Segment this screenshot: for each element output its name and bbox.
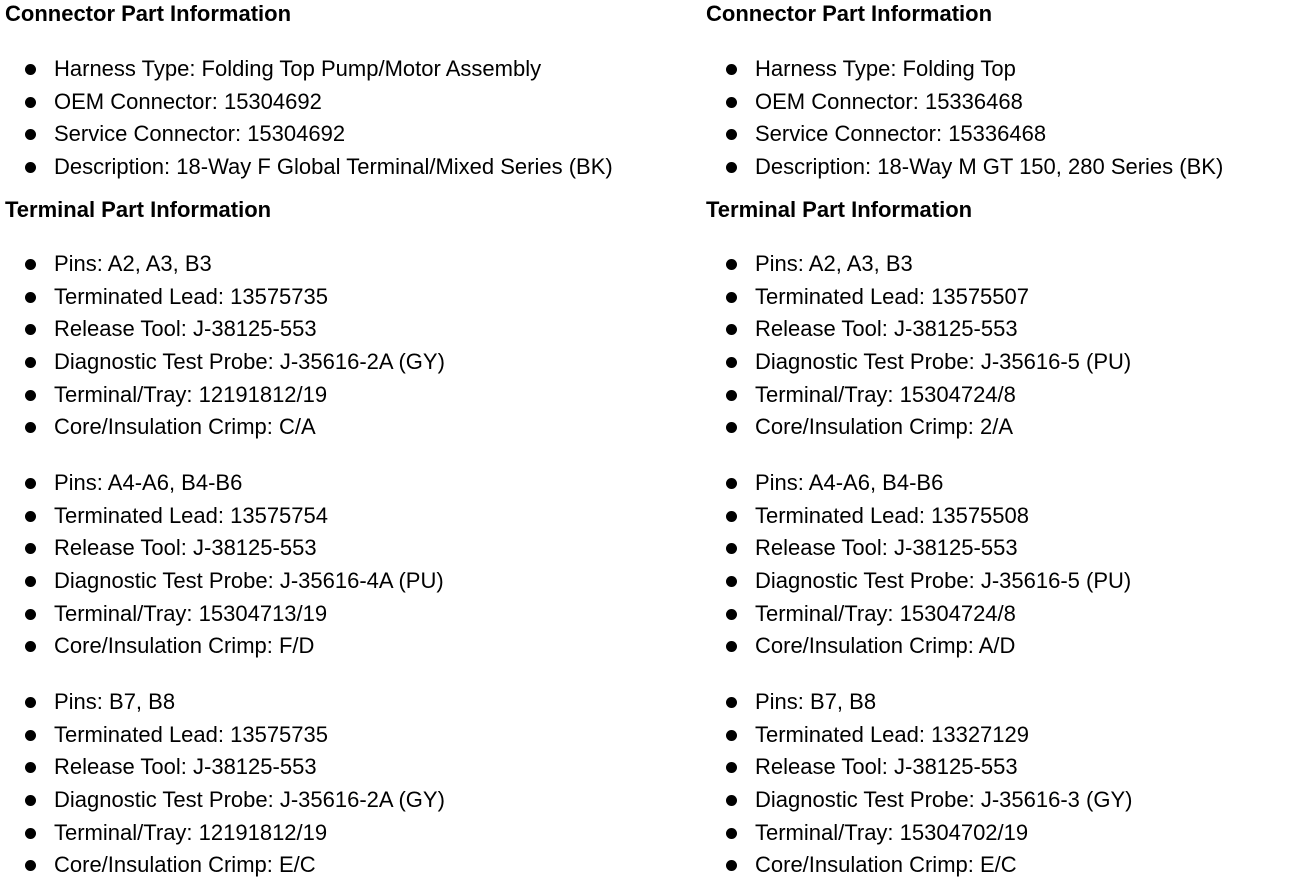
release-tool: Release Tool: J-38125-553	[755, 754, 1018, 780]
list-item	[5, 248, 445, 281]
list-item	[706, 411, 1131, 444]
terminal-tray: Terminal/Tray: 15304724/8	[755, 381, 1016, 407]
terminal-group-2	[5, 467, 444, 663]
list-item	[5, 151, 613, 184]
terminated-lead: Terminated Lead: 13575735	[54, 721, 328, 747]
bullet-icon	[726, 697, 737, 708]
terminated-lead: Terminated Lead: 13575508	[755, 502, 1029, 528]
terminal-group-1	[5, 248, 445, 444]
list-item	[706, 751, 1132, 784]
terminal-tray: Terminal/Tray: 12191812/19	[54, 381, 328, 407]
bullet-icon	[25, 259, 36, 270]
release-tool: Release Tool: J-38125-553	[54, 316, 317, 342]
bullet-icon	[726, 511, 737, 522]
list-item	[706, 532, 1131, 565]
bullet-icon	[726, 64, 737, 75]
list-item	[706, 598, 1131, 631]
list-item	[5, 532, 444, 565]
bullet-icon	[726, 576, 737, 587]
terminal-group-2	[706, 467, 1131, 663]
list-item	[706, 118, 1223, 151]
pins: Pins: B7, B8	[755, 689, 877, 714]
bullet-icon	[25, 697, 36, 708]
crimp: Core/Insulation Crimp: 2/A	[755, 414, 1013, 440]
terminal-group-3	[706, 686, 1132, 882]
list-item	[706, 849, 1132, 882]
description: Description: 18-Way F Global Terminal/Mixed Series (BK)	[54, 154, 613, 180]
bullet-icon	[726, 324, 737, 335]
terminal-tray: Terminal/Tray: 15304713/19	[54, 600, 328, 626]
list-item	[706, 313, 1131, 346]
bullet-icon	[25, 730, 36, 741]
bullet-icon	[25, 64, 36, 75]
list-item	[706, 151, 1223, 184]
bullet-icon	[25, 357, 36, 368]
test-probe: Diagnostic Test Probe: J-35616-5 (PU)	[755, 568, 1132, 594]
list-item	[5, 411, 445, 444]
list-item	[706, 53, 1223, 86]
bullet-icon	[25, 828, 36, 839]
list-item	[706, 686, 1132, 719]
release-tool: Release Tool: J-38125-553	[54, 535, 317, 561]
crimp: Core/Insulation Crimp: C/A	[54, 414, 316, 440]
crimp: Core/Insulation Crimp: A/D	[755, 633, 1016, 659]
bullet-icon	[25, 324, 36, 335]
list-item	[5, 719, 445, 752]
bullet-icon	[726, 478, 737, 489]
terminal-heading: Terminal Part Information	[5, 197, 272, 222]
list-item	[706, 784, 1132, 817]
service-connector: Service Connector: 15304692	[54, 121, 346, 147]
list-item	[5, 565, 444, 598]
terminated-lead: Terminated Lead: 13575754	[54, 502, 328, 528]
list-item	[706, 630, 1131, 663]
bullet-icon	[726, 390, 737, 401]
list-item	[5, 686, 445, 719]
bullet-icon	[25, 795, 36, 806]
list-item	[5, 313, 445, 346]
crimp: Core/Insulation Crimp: E/C	[755, 852, 1017, 878]
bullet-icon	[25, 762, 36, 773]
list-item	[5, 598, 444, 631]
list-item	[5, 751, 445, 784]
terminal-tray: Terminal/Tray: 12191812/19	[54, 819, 328, 845]
pins: Pins: A2, A3, B3	[54, 251, 212, 276]
terminal-tray: Terminal/Tray: 15304702/19	[755, 819, 1029, 845]
terminated-lead: Terminated Lead: 13327129	[755, 721, 1029, 747]
bullet-icon	[726, 422, 737, 433]
bullet-icon	[25, 609, 36, 620]
release-tool: Release Tool: J-38125-553	[755, 316, 1018, 342]
terminal-group-1	[706, 248, 1131, 444]
test-probe: Diagnostic Test Probe: J-35616-2A (GY)	[54, 787, 445, 813]
list-item	[5, 53, 613, 86]
pins: Pins: A2, A3, B3	[755, 251, 913, 276]
bullet-icon	[25, 511, 36, 522]
bullet-icon	[726, 129, 737, 140]
list-item	[5, 849, 445, 882]
list-item	[706, 565, 1131, 598]
list-item	[5, 86, 613, 119]
list-item	[706, 346, 1131, 379]
terminal-tray: Terminal/Tray: 15304724/8	[755, 600, 1016, 626]
bullet-icon	[726, 730, 737, 741]
bullet-icon	[25, 97, 36, 108]
bullet-icon	[726, 762, 737, 773]
bullet-icon	[25, 543, 36, 554]
connector-list	[5, 53, 613, 184]
test-probe: Diagnostic Test Probe: J-35616-4A (PU)	[54, 568, 444, 594]
test-probe: Diagnostic Test Probe: J-35616-2A (GY)	[54, 349, 445, 375]
crimp: Core/Insulation Crimp: E/C	[54, 852, 316, 878]
bullet-icon	[25, 860, 36, 871]
bullet-icon	[25, 641, 36, 652]
test-probe: Diagnostic Test Probe: J-35616-3 (GY)	[755, 787, 1133, 813]
list-item	[706, 817, 1132, 850]
list-item	[5, 630, 444, 663]
list-item	[706, 281, 1131, 314]
bullet-icon	[726, 795, 737, 806]
bullet-icon	[25, 292, 36, 303]
description: Description: 18-Way M GT 150, 280 Series (BK)	[755, 154, 1224, 180]
bullet-icon	[726, 609, 737, 620]
service-connector: Service Connector: 15336468	[755, 121, 1047, 147]
release-tool: Release Tool: J-38125-553	[54, 754, 317, 780]
terminal-group-3	[5, 686, 445, 882]
bullet-icon	[726, 641, 737, 652]
terminated-lead: Terminated Lead: 13575735	[54, 283, 328, 309]
list-item	[706, 500, 1131, 533]
harness-type: Harness Type: Folding Top Pump/Motor Assembly	[54, 56, 542, 81]
bullet-icon	[25, 478, 36, 489]
test-probe: Diagnostic Test Probe: J-35616-5 (PU)	[755, 349, 1132, 375]
bullet-icon	[25, 576, 36, 587]
bullet-icon	[726, 162, 737, 173]
bullet-icon	[726, 543, 737, 554]
list-item	[706, 467, 1131, 500]
oem-connector: OEM Connector: 15304692	[54, 88, 322, 114]
list-item	[5, 118, 613, 151]
bullet-icon	[25, 129, 36, 140]
list-item	[5, 784, 445, 817]
bullet-icon	[726, 292, 737, 303]
connector-heading: Connector Part Information	[5, 1, 292, 26]
bullet-icon	[726, 860, 737, 871]
bullet-icon	[726, 828, 737, 839]
list-item	[706, 379, 1131, 412]
terminal-heading: Terminal Part Information	[706, 197, 973, 222]
bullet-icon	[25, 422, 36, 433]
list-item	[5, 379, 445, 412]
crimp: Core/Insulation Crimp: F/D	[54, 633, 315, 659]
bullet-icon	[726, 259, 737, 270]
pins: Pins: B7, B8	[54, 689, 176, 714]
connector-list	[706, 53, 1223, 184]
list-item	[5, 281, 445, 314]
release-tool: Release Tool: J-38125-553	[755, 535, 1018, 561]
oem-connector: OEM Connector: 15336468	[755, 88, 1023, 114]
pins: Pins: A4-A6, B4-B6	[54, 470, 243, 495]
bullet-icon	[726, 97, 737, 108]
bullet-icon	[25, 162, 36, 173]
list-item	[706, 248, 1131, 281]
bullet-icon	[726, 357, 737, 368]
list-item	[5, 817, 445, 850]
list-item	[5, 346, 445, 379]
terminated-lead: Terminated Lead: 13575507	[755, 283, 1029, 309]
list-item	[706, 719, 1132, 752]
list-item	[706, 86, 1223, 119]
bullet-icon	[25, 390, 36, 401]
connector-heading: Connector Part Information	[706, 1, 993, 26]
list-item	[5, 467, 444, 500]
pins: Pins: A4-A6, B4-B6	[755, 470, 944, 495]
harness-type: Harness Type: Folding Top	[755, 56, 1016, 81]
list-item	[5, 500, 444, 533]
